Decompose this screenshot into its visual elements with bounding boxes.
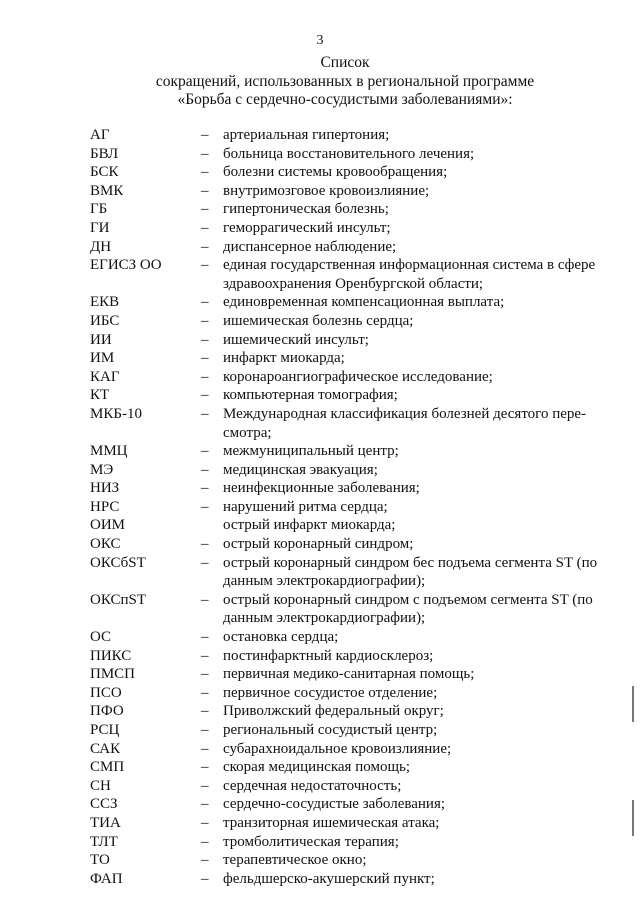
definition-line: Международная классификация болезней десятого пере- <box>223 405 587 422</box>
definition-line: терапевтическое окно; <box>223 852 367 869</box>
definition-line: здравоохранения Оренбургской области; <box>223 275 484 292</box>
definition <box>223 126 610 145</box>
list-item <box>90 851 610 870</box>
list-item <box>90 479 610 498</box>
abbreviation: БВЛ <box>90 145 119 162</box>
definition-line: артериальная гипертония; <box>223 127 390 143</box>
dash-separator: – <box>201 647 209 664</box>
definition-line: скорая медицинская помощь; <box>223 759 411 776</box>
definition <box>223 386 610 405</box>
definition <box>223 312 610 331</box>
abbreviation: РСЦ <box>90 722 120 738</box>
dash-separator: – <box>201 666 209 683</box>
definition-line: коронароангиографическое исследование; <box>223 368 493 385</box>
definition <box>223 256 610 293</box>
dash-separator: – <box>201 127 209 143</box>
definition-line: внутримозговое кровоизлияние; <box>223 182 430 199</box>
page-number: 3 <box>316 33 324 48</box>
definition-line: региональный сосудистый центр; <box>223 722 438 738</box>
abbreviation: ПСО <box>90 684 122 701</box>
definition-line: первичная медико-санитарная помощь; <box>223 666 475 683</box>
abbreviation: ИМ <box>90 350 115 367</box>
abbreviation-list <box>90 126 610 888</box>
definition <box>223 145 610 164</box>
abbreviation: ОКСпST <box>90 591 147 608</box>
definition <box>223 405 610 442</box>
abbreviation: САК <box>90 740 121 757</box>
abbreviation: ПИКС <box>90 647 132 664</box>
dash-separator: – <box>201 814 209 831</box>
dash-separator: – <box>201 405 209 422</box>
definition <box>223 591 610 628</box>
dash-separator: – <box>201 722 209 738</box>
definition-line: единовременная компенсационная выплата; <box>223 294 505 311</box>
list-item <box>90 684 610 703</box>
definition-line: данным электрокардиографии); <box>223 610 426 627</box>
definition <box>223 479 610 498</box>
definition-line: данным электрокардиографии); <box>223 573 426 590</box>
dash-separator: – <box>201 703 209 720</box>
abbreviation: ТИА <box>90 814 121 831</box>
dash-separator: – <box>201 833 209 850</box>
dash-separator: – <box>201 312 209 329</box>
abbreviation: ФАП <box>90 870 123 887</box>
dash-separator: – <box>201 480 209 497</box>
definition <box>223 870 610 889</box>
dash-separator: – <box>201 443 209 460</box>
abbreviation: ОКС <box>90 536 121 553</box>
list-item <box>90 795 610 814</box>
abbreviation: ТЛТ <box>90 833 118 850</box>
abbreviation: АГ <box>90 127 110 143</box>
list-item <box>90 256 610 293</box>
list-item <box>90 870 610 889</box>
abbreviation: ИИ <box>90 331 112 348</box>
list-item <box>90 331 610 350</box>
dash-separator: – <box>201 387 209 404</box>
list-item <box>90 293 610 312</box>
list-item <box>90 442 610 461</box>
abbreviation: ДН <box>90 238 112 255</box>
abbreviation: ССЗ <box>90 796 118 813</box>
dash-separator: – <box>201 331 209 348</box>
definition-line: острый инфаркт миокарда; <box>223 517 396 534</box>
list-item <box>90 219 610 238</box>
abbreviation: СМП <box>90 759 125 776</box>
definition <box>223 851 610 870</box>
abbreviation: ВМК <box>90 182 124 199</box>
abbreviation: МЭ <box>90 461 114 478</box>
definition-line: острый коронарный синдром бес подъема сегмента ST (по <box>223 554 598 571</box>
abbreviation: ИБС <box>90 312 120 329</box>
dash-separator: – <box>201 796 209 813</box>
definition <box>223 795 610 814</box>
definition-line: смотра; <box>223 424 272 441</box>
dash-separator: – <box>201 164 209 181</box>
definition <box>223 238 610 257</box>
title-line-2: сокращений, использованных в региональной программе <box>155 72 535 90</box>
abbreviation: ГБ <box>90 201 108 218</box>
list-item <box>90 498 610 517</box>
dash-separator: – <box>201 219 209 236</box>
definition-line: транзиторная ишемическая атака; <box>223 814 440 831</box>
definition <box>223 293 610 312</box>
list-item <box>90 182 610 201</box>
definition-line: тромболитическая терапия; <box>223 833 399 850</box>
dash-separator: – <box>201 684 209 701</box>
definition-line: первичное сосудистое отделение; <box>223 684 438 701</box>
abbreviation: ОКСбST <box>90 554 146 571</box>
abbreviation: БСК <box>90 164 119 181</box>
definition <box>223 777 610 796</box>
definition-line: острый коронарный синдром; <box>223 536 414 553</box>
definition-line: инфаркт миокарда; <box>223 350 345 367</box>
dash-separator: – <box>201 629 209 646</box>
scan-edge-mark <box>632 686 634 722</box>
definition <box>223 349 610 368</box>
dash-separator: – <box>201 350 209 367</box>
list-item <box>90 591 610 628</box>
list-item <box>90 145 610 164</box>
definition-line: болезни системы кровообращения; <box>223 164 448 181</box>
definition <box>223 516 610 535</box>
definition-line: Приволжский федеральный округ; <box>223 703 444 720</box>
definition <box>223 535 610 554</box>
definition-line: постинфарктный кардиосклероз; <box>223 647 434 664</box>
list-item <box>90 628 610 647</box>
abbreviation: КТ <box>90 387 110 404</box>
dash-separator: – <box>201 182 209 199</box>
definition <box>223 665 610 684</box>
dash-separator: – <box>201 145 209 162</box>
dash-separator: – <box>201 498 209 515</box>
list-item <box>90 665 610 684</box>
definition-line: гипертоническая болезнь; <box>223 201 389 218</box>
abbreviation: ЕКВ <box>90 294 120 311</box>
abbreviation: СН <box>90 777 111 794</box>
dash-separator: – <box>201 740 209 757</box>
scan-edge-mark <box>632 800 634 836</box>
list-item <box>90 516 610 535</box>
list-item <box>90 163 610 182</box>
definition-line: межмуниципальный центр; <box>223 443 399 460</box>
dash-separator: – <box>201 201 209 218</box>
definition-line: диспансерное наблюдение; <box>223 238 397 255</box>
definition <box>223 331 610 350</box>
definition <box>223 647 610 666</box>
abbreviation: НРС <box>90 498 120 515</box>
abbreviation: ПФО <box>90 703 124 720</box>
definition-line: геморрагический инсульт; <box>223 219 391 236</box>
list-item <box>90 126 610 145</box>
definition-line: неинфекционные заболевания; <box>223 480 420 497</box>
list-item <box>90 200 610 219</box>
definition-line: медицинская эвакуация; <box>223 461 378 478</box>
definition-line: сердечно-сосудистые заболевания; <box>223 796 446 813</box>
definition <box>223 628 610 647</box>
definition-line: сердечная недостаточность; <box>223 777 402 794</box>
list-item <box>90 833 610 852</box>
list-item <box>90 647 610 666</box>
abbreviation: ГИ <box>90 219 110 236</box>
definition <box>223 182 610 201</box>
definition <box>223 684 610 703</box>
list-item <box>90 721 610 740</box>
dash-separator: – <box>201 294 209 311</box>
definition-line: ишемическая болезнь сердца; <box>223 312 414 329</box>
definition <box>223 163 610 182</box>
dash-separator: – <box>201 368 209 385</box>
definition <box>223 833 610 852</box>
abbreviation: ММЦ <box>90 443 128 460</box>
definition <box>223 554 610 591</box>
abbreviation: НИЗ <box>90 480 120 497</box>
abbreviation: ОИМ <box>90 517 126 534</box>
abbreviation: ПМСП <box>90 666 136 683</box>
dash-separator: – <box>201 870 209 887</box>
list-item <box>90 777 610 796</box>
definition <box>223 200 610 219</box>
list-item <box>90 312 610 331</box>
abbreviation: КАГ <box>90 368 120 385</box>
definition-line: субарахноидальное кровоизлияние; <box>223 740 452 757</box>
definition-line: нарушений ритма сердца; <box>223 498 388 515</box>
definition <box>223 814 610 833</box>
abbreviation: ОС <box>90 629 112 646</box>
list-item <box>90 461 610 480</box>
dash-separator: – <box>201 536 209 553</box>
dash-separator: – <box>201 554 209 571</box>
list-item <box>90 554 610 591</box>
list-item <box>90 405 610 442</box>
list-item <box>90 702 610 721</box>
title-line-1: Список <box>320 54 370 71</box>
abbreviation: ЕГИСЗ ОО <box>90 257 162 274</box>
definition <box>223 219 610 238</box>
list-item <box>90 386 610 405</box>
list-item <box>90 740 610 759</box>
dash-separator: – <box>201 238 209 255</box>
list-item <box>90 368 610 387</box>
dash-separator: – <box>201 759 209 776</box>
definition-line: ишемический инсульт; <box>223 331 369 348</box>
definition-line: единая государственная информационная система в сфере <box>223 257 596 274</box>
definition <box>223 498 610 517</box>
list-item <box>90 814 610 833</box>
abbreviation: ТО <box>90 852 110 869</box>
definition <box>223 758 610 777</box>
dash-separator <box>201 516 223 535</box>
list-item <box>90 349 610 368</box>
definition <box>223 740 610 759</box>
dash-separator: – <box>201 461 209 478</box>
definition-line: компьютерная томография; <box>223 387 398 404</box>
definition <box>223 461 610 480</box>
title-line-3: «Борьба с сердечно-сосудистыми заболеваниями»: <box>177 91 513 108</box>
definition-line: фельдшерско-акушерский пункт; <box>223 870 435 887</box>
dash-separator: – <box>201 777 209 794</box>
definition <box>223 721 610 740</box>
abbreviation: МКБ-10 <box>90 405 142 422</box>
definition <box>223 702 610 721</box>
list-item <box>90 535 610 554</box>
dash-separator: – <box>201 852 209 869</box>
definition-line: больница восстановительного лечения; <box>223 145 475 162</box>
definition <box>223 442 610 461</box>
document-title <box>0 54 640 110</box>
list-item <box>90 758 610 777</box>
definition <box>223 368 610 387</box>
definition-line: остановка сердца; <box>223 629 339 646</box>
list-item <box>90 238 610 257</box>
dash-separator: – <box>201 591 209 608</box>
definition-line: острый коронарный синдром с подъемом сегмента ST (по <box>223 591 593 608</box>
dash-separator: – <box>201 257 209 274</box>
